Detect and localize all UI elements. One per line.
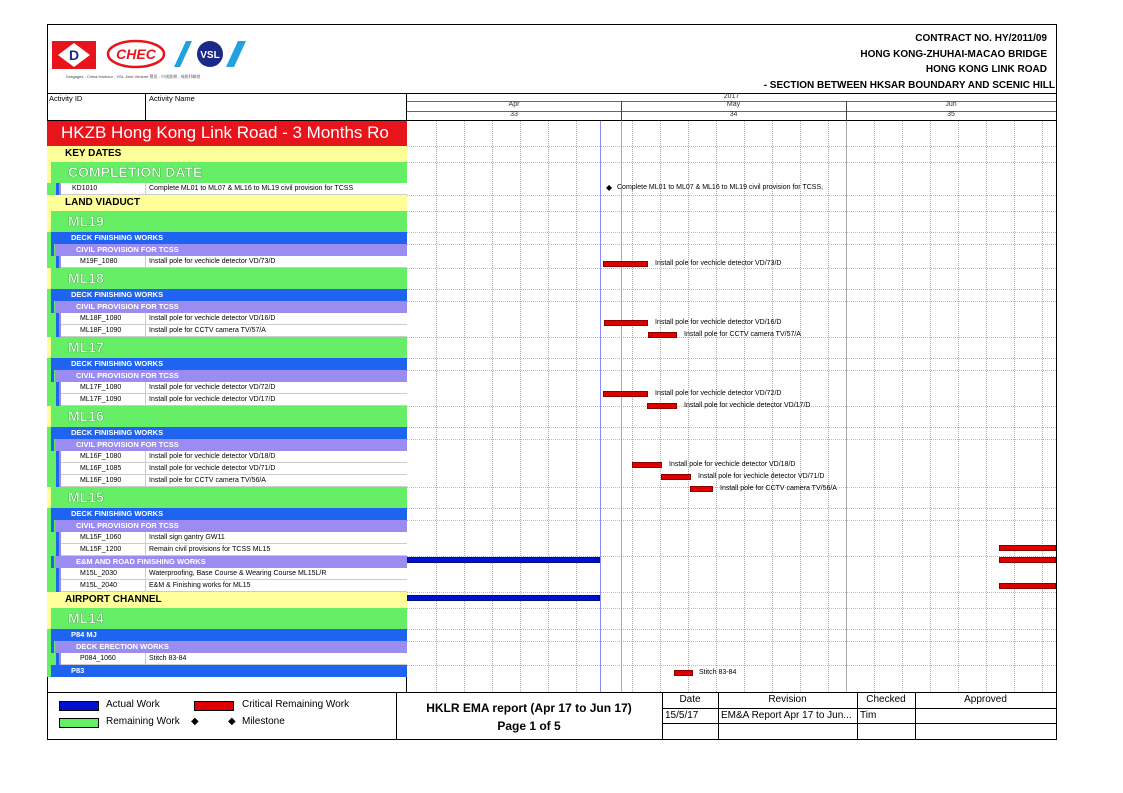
group-label: DECK FINISHING WORKS <box>71 290 164 299</box>
activity-row[interactable] <box>47 463 407 475</box>
group-label: KEY DATES <box>65 148 122 159</box>
group-label: ML17 <box>68 339 104 355</box>
timeline-month-apr: Apr <box>508 101 520 108</box>
bar-label-ml17f-1090: Install pole for vechicle detector VD/17/D <box>684 402 811 409</box>
group-label: CIVIL PROVISION FOR TCSS <box>76 245 179 254</box>
project-section: - SECTION BETWEEN HKSAR BOUNDARY AND SCENIC HILL <box>763 80 1055 91</box>
activity-name: E&M & Finishing works for ML15 <box>149 582 251 589</box>
activity-name: Install pole for vechicle detector VD/16/D <box>149 315 276 322</box>
activity-id: M19F_1080 <box>80 258 118 265</box>
legend-actual-label: Actual Work <box>106 699 160 710</box>
group-header <box>47 162 407 183</box>
revision-header-checked: Checked <box>866 694 906 705</box>
group-label: ML15 <box>68 489 104 505</box>
bar-ml16f-1090[interactable] <box>690 486 713 492</box>
report-title: HKLR EMA report (Apr 17 to Jun 17) <box>426 701 632 715</box>
activity-id: ML18F_1080 <box>80 315 122 322</box>
subgroup-header <box>47 520 407 532</box>
group-label: P84 MJ <box>71 630 97 639</box>
subgroup-header <box>47 508 407 520</box>
bar-label-ml18f-1080: Install pole for vechicle detector VD/16/D <box>655 319 782 326</box>
revision-header-date: Date <box>679 694 701 705</box>
bar-label-ml16f-1090: Install pole for CCTV camera TV/56/A <box>720 485 837 492</box>
subgroup-header <box>47 665 407 677</box>
bar-label-m19f-1080: Install pole for vechicle detector VD/73/D <box>655 260 782 267</box>
group-label: AIRPORT CHANNEL <box>65 594 162 605</box>
group-header <box>47 337 407 358</box>
bar-ml15f-1200[interactable] <box>999 557 1056 563</box>
activity-row[interactable] <box>47 475 407 487</box>
legend-milestone-icon: ◆ <box>228 716 236 727</box>
subgroup-header <box>47 358 407 370</box>
activity-name: Install pole for vechicle detector VD/18/D <box>149 453 276 460</box>
activity-id: ML15F_1200 <box>80 546 122 553</box>
activity-row[interactable] <box>47 544 407 556</box>
chec-logo-text: CHEC <box>116 46 156 62</box>
subgroup-header <box>47 301 407 313</box>
timeline-month-may: May <box>726 101 741 108</box>
activity-name: Install pole for vechicle detector VD/72/D <box>149 384 276 391</box>
legend-critical-label: Critical Remaining Work <box>242 699 350 710</box>
data-date-line <box>600 121 601 692</box>
activity-row[interactable] <box>47 256 407 268</box>
subgroup-header <box>47 370 407 382</box>
section-header <box>47 195 407 211</box>
group-header <box>47 608 407 629</box>
project-name: HONG KONG-ZHUHAI-MACAO BRIDGE <box>860 49 1047 60</box>
bar-m15l-2040-actual[interactable] <box>407 595 600 601</box>
group-label: CIVIL PROVISION FOR TCSS <box>76 302 179 311</box>
activity-row[interactable] <box>47 653 407 665</box>
group-label: ML19 <box>68 213 104 229</box>
timeline-week-34: 34 <box>729 111 738 118</box>
group-label: DECK FINISHING WORKS <box>71 509 164 518</box>
group-label: ML18 <box>68 270 104 286</box>
subgroup-header <box>47 439 407 451</box>
group-label: DECK FINISHING WORKS <box>71 359 164 368</box>
activity-name: Install pole for vechicle detector VD/71/D <box>149 465 276 472</box>
legend-remaining-label: Remaining Work <box>106 716 180 727</box>
bar-ml16f-1085[interactable] <box>661 474 691 480</box>
group-label: COMPLETION DATE <box>68 164 203 180</box>
activity-row[interactable] <box>47 183 407 195</box>
activity-row[interactable] <box>47 568 407 580</box>
subgroup-header <box>47 289 407 301</box>
group-label: LAND VIADUCT <box>65 197 140 208</box>
bar-label-ml18f-1090: Install pole for CCTV camera TV/57/A <box>684 331 801 338</box>
subgroup-header <box>47 427 407 439</box>
group-header <box>47 268 407 289</box>
subgroup-header <box>47 232 407 244</box>
activity-name: Install sign gantry GW11 <box>149 534 225 541</box>
bar-label-ml16f-1085: Install pole for vechicle detector VD/71/D <box>698 473 825 480</box>
activity-row[interactable] <box>47 394 407 406</box>
column-header-id: Activity ID <box>49 94 83 103</box>
subgroup-header <box>47 629 407 641</box>
group-label: DECK ERECTION WORKS <box>76 642 169 651</box>
revision-cell-date: 15/5/17 <box>665 710 699 721</box>
timeline-month-jun: Jun <box>945 101 957 108</box>
legend-remaining-diamond-icon: ◆ <box>191 716 199 727</box>
group-label: CIVIL PROVISION FOR TCSS <box>76 371 179 380</box>
activity-row[interactable] <box>47 325 407 337</box>
activity-id: ML16F_1085 <box>80 465 122 472</box>
group-label: ML16 <box>68 408 104 424</box>
bar-ml16f-1080[interactable] <box>632 462 662 468</box>
timeline-week-33: 33 <box>510 111 518 118</box>
report-page: Page 1 of 5 <box>497 719 561 733</box>
contract-number: CONTRACT NO. HY/2011/09 <box>915 33 1047 44</box>
subgroup-header <box>47 556 407 568</box>
activity-id: ML16F_1090 <box>80 477 122 484</box>
group-label: DECK FINISHING WORKS <box>71 428 164 437</box>
activity-name: Install pole for CCTV camera TV/56/A <box>149 477 266 484</box>
subgroup-header <box>47 641 407 653</box>
bar-m19f-1080[interactable] <box>603 261 648 267</box>
group-label: ML14 <box>68 610 104 626</box>
milestone-label: Complete ML01 to ML07 & ML16 to ML19 civil provision for TCSS, <box>617 184 824 191</box>
legend-actual-swatch <box>59 701 99 711</box>
group-label: DECK FINISHING WORKS <box>71 233 164 242</box>
activity-name: Remain civil provisions for TCSS ML15 <box>149 546 271 553</box>
logo-caption: Dragages - China Harbour - VSL Joint Venture 寶嘉 - 中國港灣 - 威勝利聯營 <box>66 74 201 79</box>
bar-ml15f-1200-actual[interactable] <box>407 557 600 563</box>
activity-id: P084_1060 <box>80 655 116 662</box>
revision-header-revision: Revision <box>768 694 807 705</box>
group-label: CIVIL PROVISION FOR TCSS <box>76 440 179 449</box>
bar-label-ml17f-1080: Install pole for vechicle detector VD/72/D <box>655 390 782 397</box>
section-header <box>47 146 407 162</box>
bar-ml18f-1090[interactable] <box>648 332 677 338</box>
activity-id: M15L_2040 <box>80 582 117 589</box>
bar-p084-1060[interactable] <box>674 670 693 676</box>
subgroup-header <box>47 244 407 256</box>
group-label: P83 <box>71 666 85 675</box>
bar-ml15f-1060[interactable] <box>999 545 1056 551</box>
group-header <box>47 406 407 427</box>
legend-critical-swatch <box>194 701 234 711</box>
group-header <box>47 487 407 508</box>
revision-cell-checked: Tim <box>860 710 877 721</box>
activity-name: Install pole for vechicle detector VD/17/D <box>149 396 276 403</box>
bar-label-ml16f-1080: Install pole for vechicle detector VD/18/D <box>669 461 796 468</box>
vsl-logo <box>172 39 248 69</box>
bar-m15l-2030[interactable] <box>999 583 1056 589</box>
activity-id: ML16F_1080 <box>80 453 122 460</box>
bar-label-p084-1060: Stitch 83-84 <box>699 669 737 676</box>
bar-ml18f-1080[interactable] <box>604 320 648 326</box>
project-subname: HONG KONG LINK ROAD <box>925 64 1047 75</box>
activity-id: KD1010 <box>72 185 98 192</box>
project-title-bar <box>47 121 407 146</box>
section-header <box>47 592 407 608</box>
activity-row[interactable] <box>47 532 407 544</box>
dragages-logo-letter: D <box>68 47 80 63</box>
legend-remaining-swatch <box>59 718 99 728</box>
activity-row[interactable] <box>47 580 407 592</box>
group-label: E&M AND ROAD FINISHING WORKS <box>76 557 206 566</box>
revision-header-approved: Approved <box>964 694 1007 705</box>
project-title: HKZB Hong Kong Link Road - 3 Months Ro <box>61 123 389 142</box>
revision-cell-revision: EM&A Report Apr 17 to Jun... <box>721 710 852 721</box>
bar-ml17f-1080[interactable] <box>603 391 648 397</box>
activity-id: ML18F_1090 <box>80 327 122 334</box>
activity-id: ML15F_1060 <box>80 534 122 541</box>
activity-row[interactable] <box>47 313 407 325</box>
timeline-week-35: 35 <box>947 111 955 118</box>
activity-name: Complete ML01 to ML07 & ML16 to ML19 civil provision for TCSS <box>149 185 354 192</box>
timeline-year: 2017 <box>723 93 740 100</box>
activity-row[interactable] <box>47 382 407 394</box>
bar-ml17f-1090[interactable] <box>647 403 677 409</box>
chec-logo <box>106 39 166 69</box>
vsl-logo-text: VSL <box>200 50 220 61</box>
activity-id: M15L_2030 <box>80 570 117 577</box>
activity-name: Stitch 83-84 <box>149 655 187 662</box>
activity-row[interactable] <box>47 451 407 463</box>
activity-id: ML17F_1090 <box>80 396 122 403</box>
group-header <box>47 211 407 232</box>
dragages-logo <box>52 41 96 69</box>
column-header-name: Activity Name <box>149 94 195 103</box>
activity-name: Waterproofing, Base Course & Wearing Course ML15L/R <box>149 570 327 577</box>
activity-name: Install pole for vechicle detector VD/73/D <box>149 258 276 265</box>
activity-id: ML17F_1080 <box>80 384 122 391</box>
group-label: CIVIL PROVISION FOR TCSS <box>76 521 179 530</box>
legend-milestone-label: Milestone <box>242 716 285 727</box>
milestone-marker[interactable]: ◆ <box>606 183 613 192</box>
activity-name: Install pole for CCTV camera TV/57/A <box>149 327 266 334</box>
